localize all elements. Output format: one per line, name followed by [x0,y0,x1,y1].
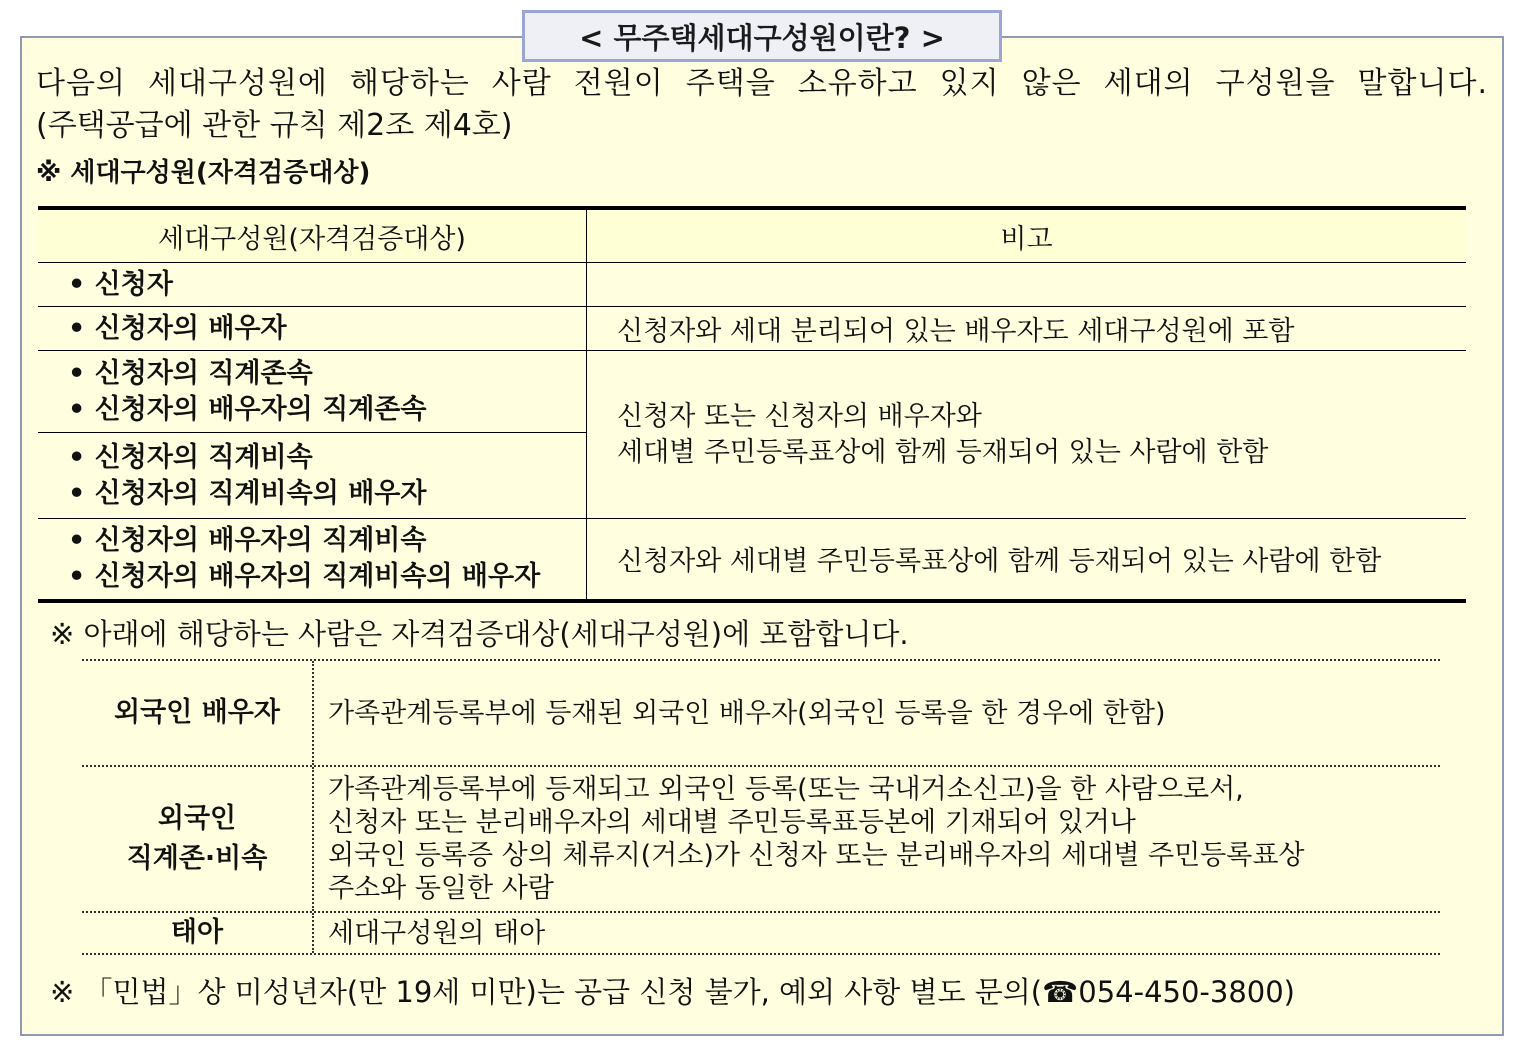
content-line: 세대구성원의 태아 [328,917,546,949]
table-header-row [38,208,1466,263]
row-header-line: 직계존·비속 [126,843,268,874]
member-cell [38,519,587,601]
note-cell [587,263,1467,307]
note-cell: 신청자와 세대 분리되어 있는 배우자도 세대구성원에 포함 [587,307,1467,351]
row-content [314,767,1440,911]
row-header-line: 외국인 [157,803,237,834]
content-line: 주소와 동일한 사람 [328,873,554,904]
note-cell: 신청자와 세대별 주민등록표상에 함께 등재되어 있는 사람에 한함 [587,519,1467,601]
member-label: • 신청자의 배우자의 직계존속 [68,393,427,425]
row-content [314,661,1440,765]
members-table [38,206,1466,603]
row-content [314,913,1440,953]
member-label: • 신청자의 배우자의 직계비속 [68,524,427,556]
table-row [38,307,1466,351]
section-note: ※ 세대구성원(자격검증대상) [36,158,371,188]
row-header [82,767,314,911]
member-label: • 신청자의 직계비속의 배우자 [68,477,427,509]
member-cell [38,351,587,433]
column-header-note: 비고 [587,208,1467,263]
member-cell [38,307,587,351]
note-line: 신청자 또는 신청자의 배우자와 [617,400,982,432]
content-line: 외국인 등록증 상의 체류지(거소)가 신청자 또는 분리배우자의 세대별 주민등록표상 [328,840,1305,871]
table-row [38,263,1466,307]
member-label: • 신청자 [68,268,173,300]
note-cell [587,351,1467,519]
column-header-members: 세대구성원(자격검증대상) [38,208,587,263]
row-header: 외국인 배우자 [82,661,314,765]
table-row [82,913,1440,955]
member-label: • 신청자의 직계존속 [68,357,313,389]
table-row [38,519,1466,601]
foreign-table [82,659,1440,955]
member-label: • 신청자의 직계비속 [68,441,313,473]
member-label: • 신청자의 배우자의 직계비속의 배우자 [68,560,541,592]
page-title: < 무주택세대구성원이란? > [522,10,1002,62]
note-line: 세대별 주민등록표상에 함께 등재되어 있는 사람에 한함 [617,436,1269,468]
table-row [38,351,1466,433]
include-note: ※ 아래에 해당하는 사람은 자격검증대상(세대구성원)에 포함합니다. [50,617,909,651]
member-cell [38,263,587,307]
member-label: • 신청자의 배우자 [68,312,287,344]
row-header: 태아 [82,913,314,953]
table-row [82,661,1440,767]
content-line: 가족관계등록부에 등재되고 외국인 등록(또는 국내거소신고)을 한 사람으로서, [328,774,1244,805]
content-line: 신청자 또는 분리배우자의 세대별 주민등록표등본에 기재되어 있거나 [328,807,1136,838]
intro-reference: (주택공급에 관한 규칙 제2조 제4호) [36,108,513,143]
content-line: 가족관계등록부에 등재된 외국인 배우자(외국인 등록을 한 경우에 한함) [328,697,1166,729]
intro-text: 다음의 세대구성원에 해당하는 사람 전원이 주택을 소유하고 있지 않은 세대의 구성원을 말합니다. [36,66,1488,101]
table-row [82,767,1440,913]
member-cell [38,433,587,519]
footer-note: ※ 「민법」상 미성년자(만 19세 미만)는 공급 신청 불가, 예외 사항 별도 문의(☎054-450-3800) [50,975,1295,1009]
